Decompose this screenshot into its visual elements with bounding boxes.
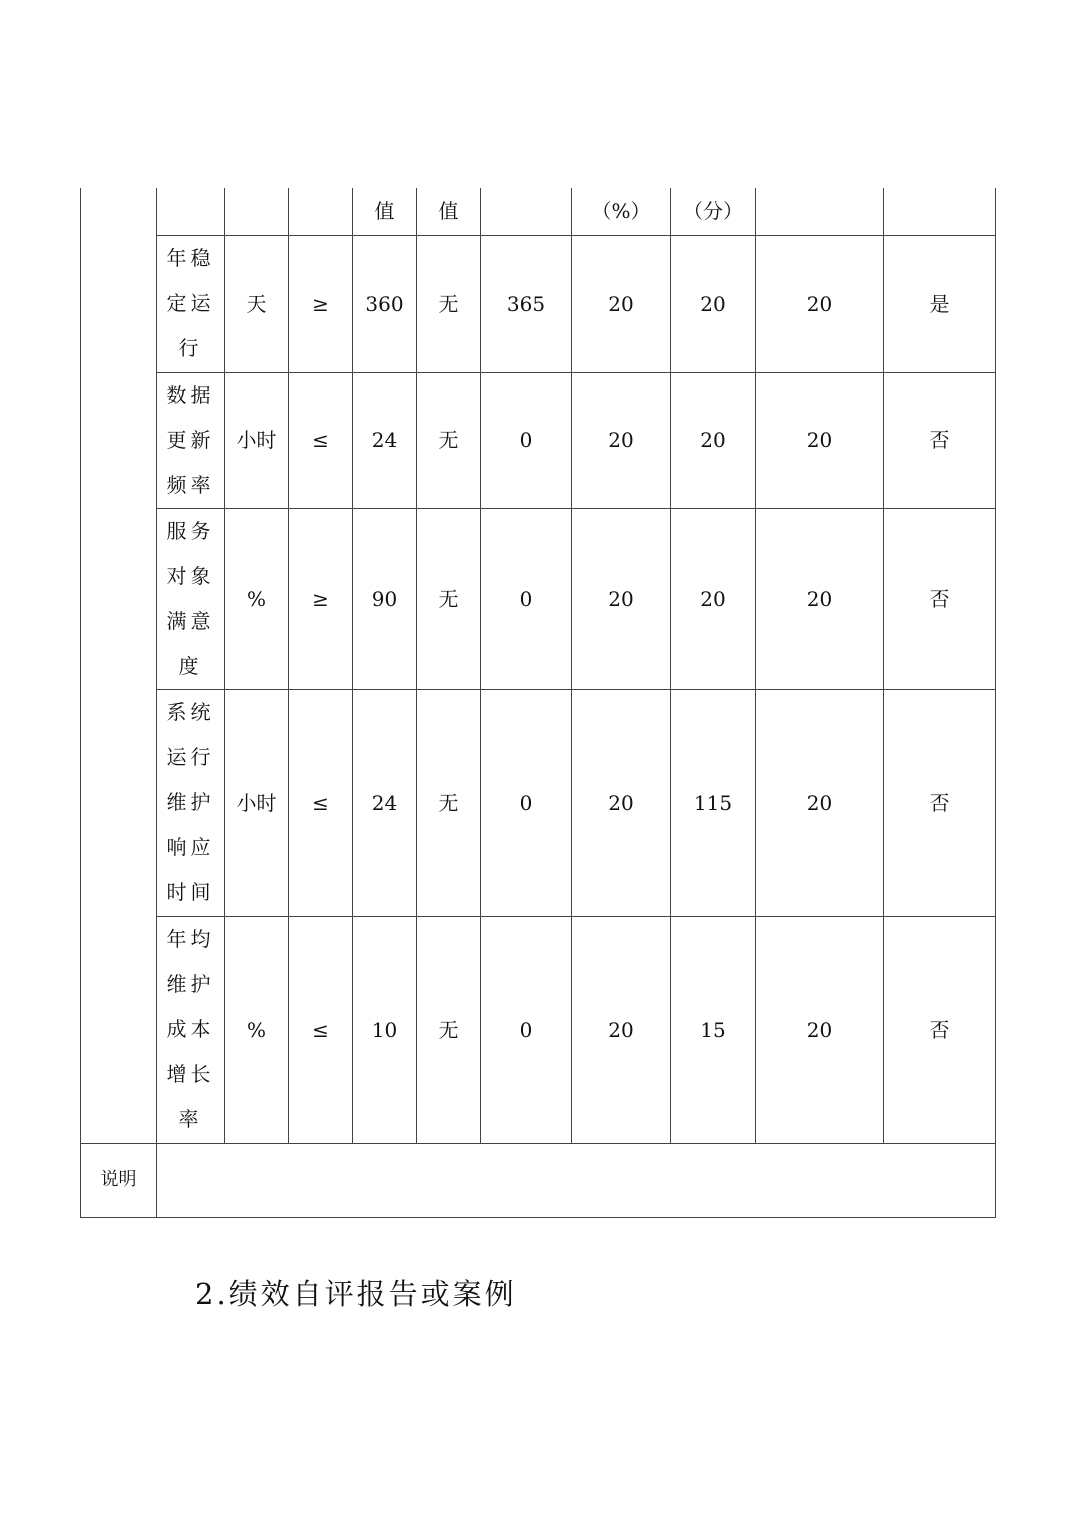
- cell-unit: 小时: [225, 689, 289, 916]
- indicator-name-line: 满意: [166, 608, 215, 633]
- section-title: 2.绩效自评报告或案例: [195, 1277, 517, 1311]
- cell-op: ≤: [289, 372, 353, 508]
- indicator-name-line: 率: [178, 1107, 203, 1131]
- cell-flag: 否: [884, 689, 996, 916]
- indicator-name: [157, 689, 225, 916]
- cell-score-weight: 20: [671, 508, 756, 689]
- indicator-name-line: 对象: [166, 563, 215, 588]
- header-cell: 值: [353, 188, 417, 235]
- note-content: [157, 1143, 996, 1217]
- cell-score-weight: 20: [671, 235, 756, 372]
- cell-target: 10: [353, 916, 417, 1143]
- cell-op: ≤: [289, 916, 353, 1143]
- cell-flag: 否: [884, 508, 996, 689]
- table-row: [81, 235, 996, 372]
- cell-unit: 小时: [225, 372, 289, 508]
- indicator-name-line: 更新: [166, 427, 215, 452]
- header-cell: （%）: [572, 188, 671, 235]
- cell-score: 20: [756, 508, 884, 689]
- cell-score: 20: [756, 372, 884, 508]
- indicator-name-line: 维护: [166, 972, 215, 996]
- cell-op: ≥: [289, 508, 353, 689]
- indicator-name: [157, 235, 225, 372]
- cell-hist: 无: [417, 372, 481, 508]
- cell-target: 90: [353, 508, 417, 689]
- cell-score: 20: [756, 916, 884, 1143]
- indicator-name-line: 服务: [166, 518, 215, 543]
- indicator-name-line: 系统: [166, 700, 215, 724]
- header-cell: （分）: [671, 188, 756, 235]
- cell-score-weight: 20: [671, 372, 756, 508]
- cell-flag: 是: [884, 235, 996, 372]
- cell-unit: %: [225, 916, 289, 1143]
- cell-unit: %: [225, 508, 289, 689]
- cell-rate: 20: [572, 235, 671, 372]
- header-cell: 值: [417, 188, 481, 235]
- indicator-name-line: 数据: [166, 382, 215, 407]
- indicator-name: [157, 372, 225, 508]
- cell-actual: 365: [481, 235, 572, 372]
- cell-score-weight: 15: [671, 916, 756, 1143]
- cell-hist: 无: [417, 916, 481, 1143]
- indicator-name: [157, 508, 225, 689]
- cell-actual: 0: [481, 916, 572, 1143]
- cell-rate: 20: [572, 916, 671, 1143]
- cell-actual: 0: [481, 689, 572, 916]
- indicator-name-line: 度: [178, 653, 203, 678]
- indicator-name-line: 维护: [166, 790, 215, 814]
- cell-rate: 20: [572, 689, 671, 916]
- indicator-name-line: 响应: [166, 835, 215, 859]
- indicator-name-line: 成本: [166, 1017, 215, 1041]
- first-column-merged-cell: [81, 188, 157, 1143]
- indicator-name-line: 频率: [166, 472, 215, 497]
- note-row: [81, 1143, 996, 1217]
- cell-actual: 0: [481, 372, 572, 508]
- cell-target: 360: [353, 235, 417, 372]
- cell-hist: 无: [417, 689, 481, 916]
- cell-score-weight: 115: [671, 689, 756, 916]
- cell-op: ≤: [289, 689, 353, 916]
- indicator-name-line: 年均: [166, 927, 215, 951]
- indicator-name-line: 运行: [166, 745, 215, 769]
- indicator-name-line: 行: [178, 336, 203, 360]
- cell-score: 20: [756, 689, 884, 916]
- table-row: [81, 689, 996, 916]
- table-row: [81, 508, 996, 689]
- cell-hist: 无: [417, 508, 481, 689]
- cell-actual: 0: [481, 508, 572, 689]
- indicator-name-line: 增长: [166, 1062, 215, 1086]
- indicator-name-line: 时间: [166, 880, 215, 904]
- cell-rate: 20: [572, 372, 671, 508]
- cell-unit: 天: [225, 235, 289, 372]
- cell-target: 24: [353, 689, 417, 916]
- cell-target: 24: [353, 372, 417, 508]
- note-label: 说明: [81, 1143, 157, 1217]
- indicator-name-line: 定运: [166, 291, 215, 315]
- performance-table: [80, 188, 996, 1218]
- header-row-continued: [81, 188, 996, 235]
- cell-flag: 否: [884, 372, 996, 508]
- cell-score: 20: [756, 235, 884, 372]
- cell-flag: 否: [884, 916, 996, 1143]
- cell-rate: 20: [572, 508, 671, 689]
- table-row: [81, 372, 996, 508]
- cell-hist: 无: [417, 235, 481, 372]
- indicator-name-line: 年稳: [166, 246, 215, 270]
- indicator-name: [157, 916, 225, 1143]
- table-row: [81, 916, 996, 1143]
- cell-op: ≥: [289, 235, 353, 372]
